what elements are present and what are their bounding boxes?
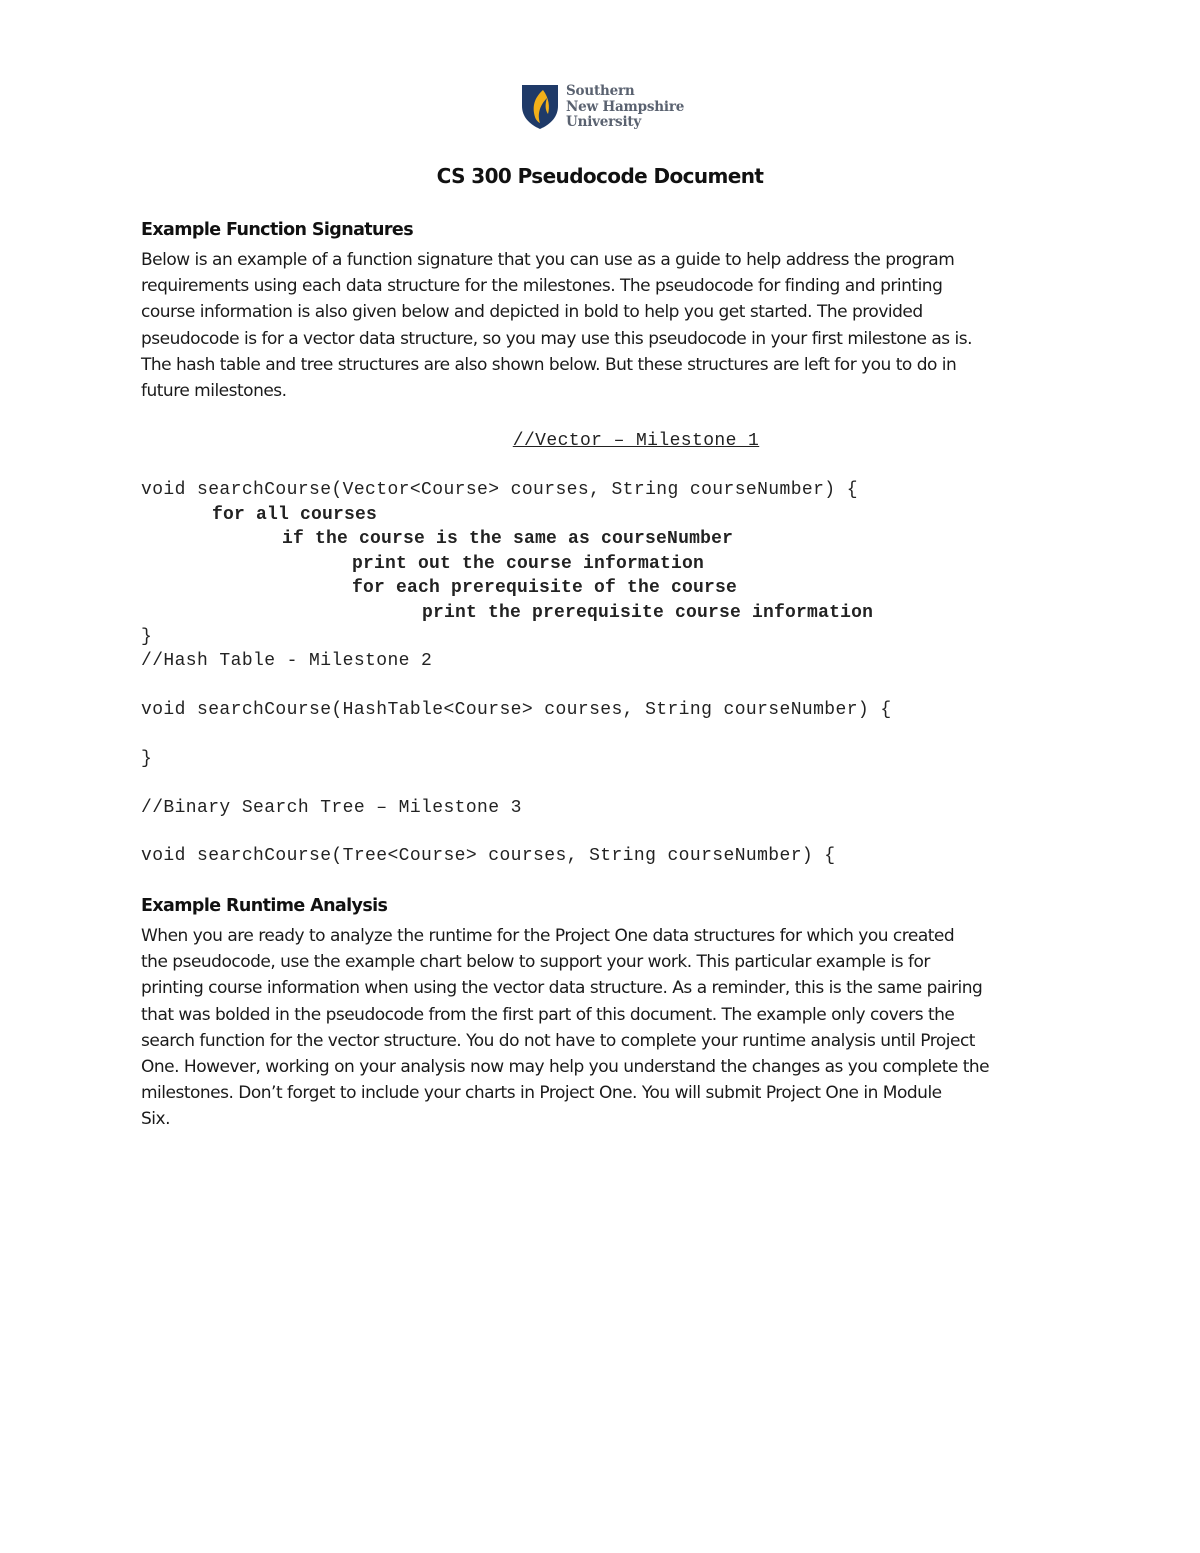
text-line: printing course information when using the vector data structure. As a reminder, this is the same pairing bbox=[141, 978, 983, 999]
runtime-paragraph bbox=[141, 923, 1066, 1133]
bst-milestone-comment: //Binary Search Tree – Milestone 3 bbox=[141, 798, 522, 818]
text-line: One. However, working on your analysis now may help you understand the changes as you complete the bbox=[141, 1057, 990, 1078]
bst-function-signature: void searchCourse(Tree<Course> courses, String courseNumber) { bbox=[141, 846, 836, 866]
text-line: the pseudocode, use the example chart below to support your work. This particular example is for bbox=[141, 952, 930, 973]
text-line: Below is an example of a function signature that you can use as a guide to help address the program bbox=[141, 250, 955, 270]
shield-flame-icon bbox=[521, 84, 559, 130]
pseudocode-line: for all courses bbox=[212, 505, 378, 525]
pseudocode-line: for each prerequisite of the course bbox=[352, 578, 738, 598]
hash-table-milestone-comment: //Hash Table - Milestone 2 bbox=[141, 651, 433, 671]
text-line: Six. bbox=[141, 1109, 170, 1130]
hash-table-function-signature: void searchCourse(HashTable<Course> courses, String courseNumber) { bbox=[141, 700, 892, 720]
text-line: requirements using each data structure for the milestones. The pseudocode for finding and printing bbox=[141, 276, 943, 297]
vector-function-signature: void searchCourse(Vector<Course> courses, String courseNumber) { bbox=[141, 480, 858, 500]
intro-paragraph bbox=[141, 247, 1066, 404]
text-line: future milestones. bbox=[141, 381, 287, 402]
section-heading-function-signatures: Example Function Signatures bbox=[141, 220, 414, 240]
closing-brace: } bbox=[141, 627, 153, 647]
logo-line-3: University bbox=[566, 114, 642, 130]
pseudocode-line: print out the course information bbox=[352, 554, 705, 574]
text-line: that was bolded in the pseudocode from the first part of this document. The example only covers the bbox=[141, 1004, 955, 1025]
pseudocode-line: if the course is the same as courseNumber bbox=[282, 529, 734, 549]
document-title: CS 300 Pseudocode Document bbox=[436, 164, 764, 188]
text-line: search function for the vector structure. You do not have to complete your runtime analysis until Project bbox=[141, 1030, 975, 1051]
text-line: When you are ready to analyze the runtime for the Project One data structures for which you created bbox=[141, 926, 955, 946]
text-line: course information is also given below and depicted in bold to help you get started. The provided bbox=[141, 302, 923, 323]
university-logo bbox=[521, 84, 684, 131]
vector-milestone-comment: //Vector – Milestone 1 bbox=[512, 431, 760, 451]
text-line: milestones. Don’t forget to include your charts in Project One. You will submit Project One in Module bbox=[141, 1083, 942, 1104]
logo-line-2: New Hampshire bbox=[566, 98, 685, 115]
logo-wordmark bbox=[566, 84, 684, 131]
pseudocode-line: print the prerequisite course information bbox=[422, 603, 874, 623]
text-line: The hash table and tree structures are also shown below. But these structures are left for you to do in bbox=[141, 354, 957, 375]
text-line: pseudocode is for a vector data structure, so you may use this pseudocode in your first milestone as is. bbox=[141, 328, 973, 349]
logo-line-1: Southern bbox=[566, 83, 635, 99]
closing-brace: } bbox=[141, 749, 153, 769]
section-heading-runtime-analysis: Example Runtime Analysis bbox=[141, 896, 388, 916]
